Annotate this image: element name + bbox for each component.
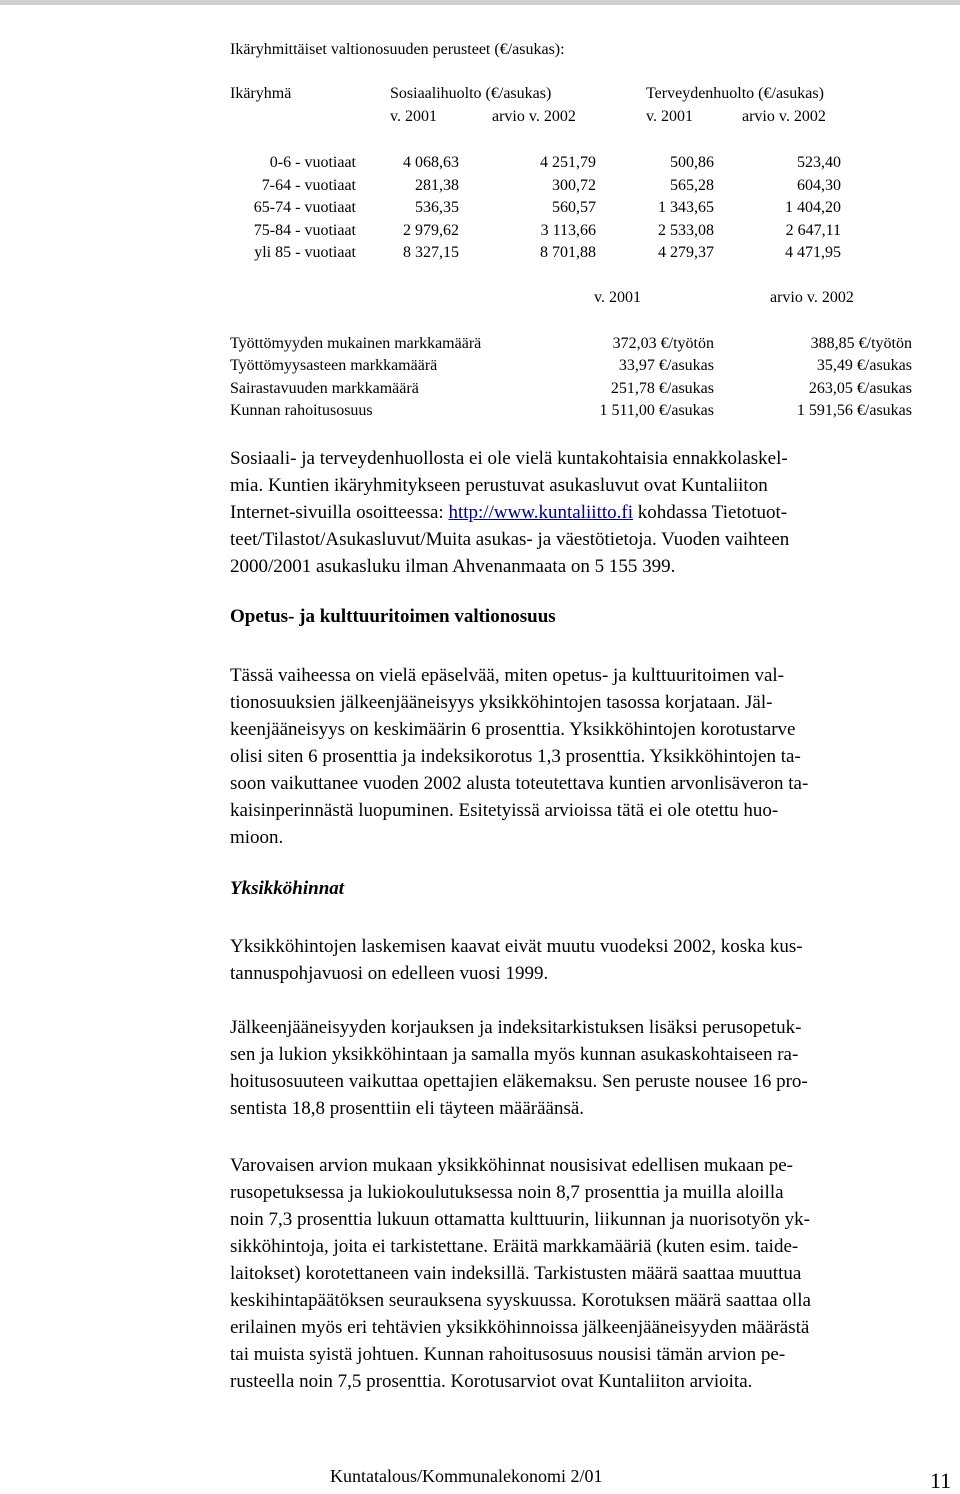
age-row-value: 3 113,66: [540, 222, 596, 239]
text-line: Varovaisen arvion mukaan yksikköhinnat nousisivat edellisen mukaan pe-: [230, 1155, 794, 1176]
amount-row-label: Sairastavuuden markkamäärä: [230, 380, 419, 397]
text-line: olisi siten 6 prosenttia ja indeksikorotus 1,3 prosenttia. Yksikköhintojen ta-: [230, 746, 801, 767]
paragraph-education: [230, 662, 930, 851]
sub-header-health-2002: arvio v. 2002: [742, 108, 826, 125]
text-line: 2000/2001 asukasluku ilman Ahvenanmaata on 5 155 399.: [230, 556, 676, 577]
text-line: [230, 499, 930, 526]
text-line: hoitusosuuteen vaikuttaa opettajien eläkemaksu. Sen peruste nousee 16 pro-: [230, 1071, 808, 1092]
age-row-value: 300,72: [552, 177, 596, 194]
text-line: soon vaikuttanee vuoden 2002 alusta toteutettava kuntien arvonlisäveron ta-: [230, 773, 809, 794]
amount-row-value-2002: 388,85 €/työtön: [810, 335, 912, 352]
sub-header-social-2001: v. 2001: [390, 108, 437, 125]
age-row-value: 1 404,20: [785, 199, 841, 216]
age-row-value: 500,86: [670, 154, 714, 171]
age-row-value: 4 471,95: [785, 244, 841, 261]
text-line: mia. Kuntien ikäryhmitykseen perustuvat asukasluvut ovat Kuntaliiton: [230, 475, 768, 496]
text-line: sentista 18,8 prosenttiin eli täyteen määräänsä.: [230, 1098, 585, 1119]
age-row-value: 565,28: [670, 177, 714, 194]
amount-row-label: Työttömyysasteen markkamäärä: [230, 357, 438, 374]
amount-row-value-2002: 263,05 €/asukas: [808, 380, 912, 397]
paragraph-estimate: [230, 1152, 930, 1395]
age-row-value: 8 701,88: [540, 244, 596, 261]
text-line: sikköhintoja, joita ei tarkistettane. Eräitä markkamääriä (kuten esim. taide-: [230, 1236, 799, 1257]
text-line: tannuspohjavuosi on edelleen vuosi 1999.: [230, 963, 549, 984]
text-line: Sosiaali- ja terveydenhuollosta ei ole vielä kuntakohtaisia ennakkolaskel-: [230, 448, 788, 469]
kuntaliitto-link[interactable]: http://www.kuntaliitto.: [448, 502, 622, 523]
age-row-label: 65-74 - vuotiaat: [253, 199, 356, 216]
amount-row-label: Työttömyyden mukainen markkamäärä: [230, 335, 482, 352]
text-line: laitokset) korotettaneen vain indeksillä. Tarkistusten määrä saattaa muuttua: [230, 1263, 802, 1284]
social-care-header: Sosiaalihuolto (€/asukas): [390, 85, 552, 102]
text-line: Jälkeenjääneisyyden korjauksen ja indeksitarkistuksen lisäksi perusopetuk-: [230, 1017, 802, 1038]
text-line: tionosuuksien jälkeenjääneisyys yksikköhintojen tasossa korjataan. Jäl-: [230, 692, 773, 713]
text-line: keskihintapäätöksen seurauksena syyskuussa. Korotuksen määrä saattaa olla: [230, 1290, 811, 1311]
age-row-value: 604,30: [797, 177, 841, 194]
age-row-label: 75-84 - vuotiaat: [253, 222, 356, 239]
section-heading: Opetus- ja kulttuuritoimen valtionosuus: [230, 606, 556, 627]
text-line: teet/Tilastot/Asukasluvut/Muita asukas- ja väestötietoja. Vuoden vaihteen: [230, 529, 790, 550]
text-segment: Internet-sivuilla osoitteessa:: [230, 502, 449, 523]
text-line: sen ja lukion yksikköhintaan ja samalla myös kunnan asukaskohtaiseen ra-: [230, 1044, 799, 1065]
age-row-value: 560,57: [552, 199, 596, 216]
age-row-value: 523,40: [797, 154, 841, 171]
amount-row-value-2001: 1 511,00 €/asukas: [599, 402, 714, 419]
paragraph-pension: [230, 1014, 930, 1122]
text-segment: kohdassa Tietotuot-: [633, 502, 788, 523]
text-line: rusopetuksessa ja lukiokoulutuksessa noin 8,7 prosenttia ja muilla aloilla: [230, 1182, 784, 1203]
age-row-label: yli 85 - vuotiaat: [254, 244, 356, 261]
age-group-header: Ikäryhmä: [230, 85, 292, 102]
age-row-value: 2 647,11: [785, 222, 841, 239]
amounts-header-2001: v. 2001: [594, 289, 641, 306]
text-line: keenjääneisyys on keskimäärin 6 prosenttia. Yksikköhintojen korotustarve: [230, 719, 796, 740]
amount-row-label: Kunnan rahoitusosuus: [230, 402, 373, 419]
page-number: 11: [930, 1468, 952, 1493]
age-row-value: 2 533,08: [658, 222, 714, 239]
age-row-value: 4 251,79: [540, 154, 596, 171]
amount-row-value-2001: 372,03 €/työtön: [612, 335, 714, 352]
amount-row-value-2002: 35,49 €/asukas: [816, 357, 912, 374]
paragraph-social-health: [230, 445, 930, 580]
age-row-value: 536,35: [415, 199, 459, 216]
age-section-title: Ikäryhmittäiset valtionosuuden perusteet (€/asukas):: [230, 41, 565, 58]
age-row-value: 1 343,65: [658, 199, 714, 216]
text-line: mioon.: [230, 827, 284, 848]
health-care-header: Terveydenhuolto (€/asukas): [646, 85, 824, 102]
amount-row-value-2001: 33,97 €/asukas: [618, 357, 714, 374]
text-line: erilainen myös eri tehtävien yksikköhinnoissa jälkeenjääneisyyden määrästä: [230, 1317, 810, 1338]
text-line: tai muista syistä johtuen. Kunnan rahoitusosuus nousisi tämän arvion pe-: [230, 1344, 786, 1365]
age-row-value: 4 279,37: [658, 244, 714, 261]
age-row-label: 7-64 - vuotiaat: [261, 177, 356, 194]
sub-header-health-2001: v. 2001: [646, 108, 693, 125]
kuntaliitto-link-fi[interactable]: fi: [621, 502, 633, 523]
subsection-heading: Yksikköhinnat: [230, 878, 345, 899]
text-line: Yksikköhintojen laskemisen kaavat eivät muutu vuodeksi 2002, koska kus-: [230, 936, 803, 957]
footer-publication: Kuntatalous/Kommunalekonomi 2/01: [330, 1466, 603, 1486]
top-rule: [0, 0, 960, 5]
amount-row-value-2002: 1 591,56 €/asukas: [796, 402, 912, 419]
amount-row-value-2001: 251,78 €/asukas: [610, 380, 714, 397]
age-row-value: 2 979,62: [403, 222, 459, 239]
text-line: Tässä vaiheessa on vielä epäselvää, miten opetus- ja kulttuuritoimen val-: [230, 665, 784, 686]
text-line: noin 7,3 prosenttia lukuun ottamatta kulttuurin, liikunnan ja nuorisotyön yk-: [230, 1209, 810, 1230]
age-row-value: 281,38: [415, 177, 459, 194]
age-row-value: 8 327,15: [403, 244, 459, 261]
age-row-label: 0-6 - vuotiaat: [269, 154, 356, 171]
text-line: rusteella noin 7,5 prosenttia. Korotusarviot ovat Kuntaliiton arvioita.: [230, 1371, 753, 1392]
amounts-header-2002: arvio v. 2002: [770, 289, 854, 306]
age-row-value: 4 068,63: [403, 154, 459, 171]
text-line: kaisinperinnästä luopuminen. Esitetyissä arvioissa tätä ei ole otettu huo-: [230, 800, 779, 821]
sub-header-social-2002: arvio v. 2002: [492, 108, 576, 125]
paragraph-formulas: [230, 933, 930, 987]
